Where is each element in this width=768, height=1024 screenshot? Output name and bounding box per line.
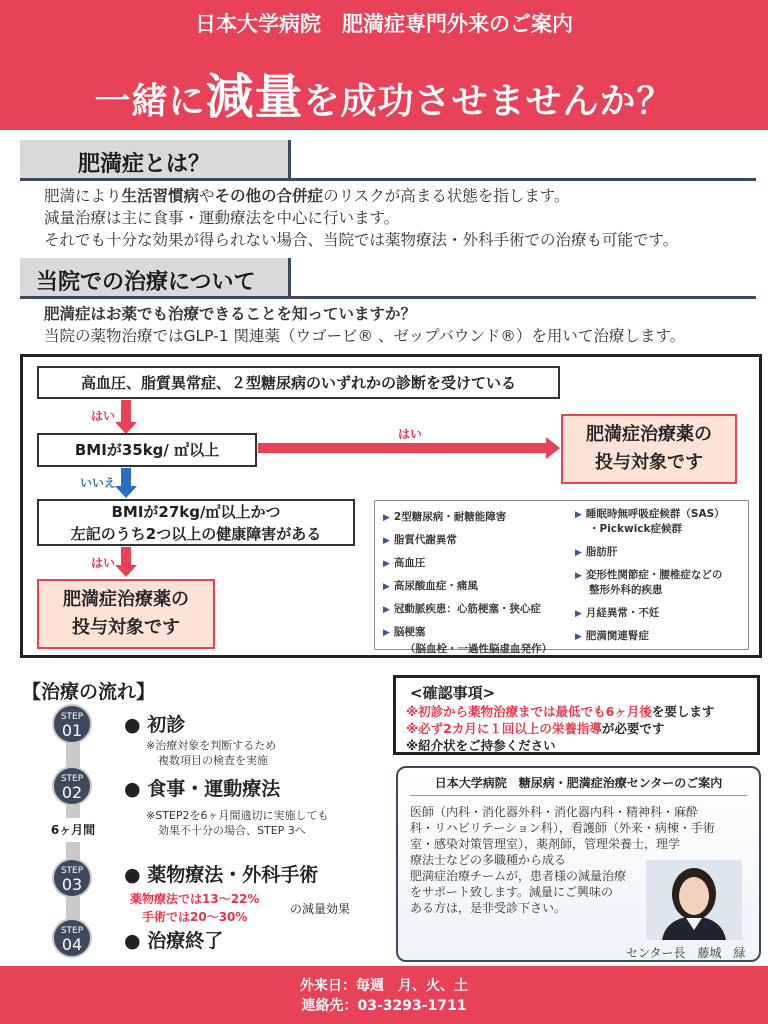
text-span: 肥満により bbox=[44, 187, 122, 205]
text-line: それでも十分な効果が得られない場合、当院では薬物療法・外科手術での治療も可能です。 bbox=[44, 231, 679, 249]
step-title-text: 治療終了 bbox=[147, 930, 224, 952]
lead-text: 肥満症はお薬でも治療できることを知っていますか？ bbox=[44, 305, 417, 323]
weight-loss-effect bbox=[130, 890, 259, 926]
section1-text bbox=[44, 185, 754, 251]
arrow-head bbox=[115, 486, 137, 498]
clinic-days: 外来日：毎週 月、火、土 bbox=[300, 978, 468, 994]
item-text: を要します bbox=[651, 704, 715, 719]
text-span: や bbox=[199, 187, 215, 205]
text-span: のリスクが高まる状態を指します。 bbox=[323, 187, 570, 205]
eligible-box-secondary bbox=[37, 579, 215, 649]
item-text: ※紹介状をご持参ください bbox=[406, 738, 556, 753]
conditions-list bbox=[374, 500, 749, 655]
condition-label: 脂質代謝異常 bbox=[393, 534, 457, 546]
section-divider bbox=[288, 140, 291, 180]
header-title bbox=[0, 58, 768, 127]
condition-item: ▶ 脂肪肝 bbox=[575, 546, 618, 558]
arrow-down-no bbox=[121, 468, 131, 488]
text-line: 減量治療は主に食事・運動療法を中心に行います。 bbox=[44, 209, 400, 227]
drug-description: 当院の薬物治療ではGLP-1 関連薬（ウゴービ® 、ゼップバウンド®）を用いて治療します。 bbox=[44, 327, 686, 345]
arrow-down bbox=[121, 400, 131, 424]
text-emphasis: その他の合併症 bbox=[214, 187, 324, 205]
title-part-1: 一緒に bbox=[94, 81, 206, 122]
header-subtitle: 日本大学病院 肥満症専門外来のご案内 bbox=[195, 12, 573, 36]
question-diagnosis: 高血圧、脂質異常症、２型糖尿病のいずれかの診断を受けている bbox=[37, 366, 560, 399]
condition-item: ▶ 高血圧 bbox=[383, 557, 426, 569]
step-2-badge bbox=[52, 766, 92, 806]
condition-item: ▶ 変形性関節症・腰椎症などの bbox=[575, 569, 723, 581]
section-heading-treatment: 当院での治療について bbox=[20, 258, 290, 298]
doctor-photo bbox=[646, 860, 742, 940]
eligible-text: 投与対象です bbox=[72, 617, 180, 638]
eligible-text: 肥満症治療薬の bbox=[63, 589, 189, 610]
condition-label: 変形性関節症・腰椎症などの bbox=[585, 569, 723, 581]
condition-item: ▶ 高尿酸血症・痛風 bbox=[383, 580, 478, 592]
body-line: 肥満症治療チームが，患者様の減量治療 bbox=[410, 869, 627, 883]
question-text: BMIが27kg/㎡以上かつ bbox=[111, 502, 281, 521]
body-line: 室・感染対策管理室），薬剤師，管理栄養士，理学 bbox=[410, 837, 681, 851]
body-line: 療法士などの多職種から成る bbox=[410, 853, 567, 867]
eligible-text: 肥満症治療薬の bbox=[586, 424, 712, 445]
step-3-title: ● 薬物療法・外科手術 bbox=[124, 864, 319, 886]
step-number: 01 bbox=[61, 721, 83, 740]
center-title: 日本大学病院 糖尿病・肥満症治療センターのご案内 bbox=[410, 774, 747, 796]
condition-item: ▶ 脳梗塞 bbox=[383, 626, 426, 638]
arrow-right bbox=[258, 443, 548, 453]
section-divider bbox=[20, 296, 756, 299]
body-line: ある方は，是非受診下さい。 bbox=[410, 901, 567, 915]
body-line: 医師（内科・消化器外科・消化器内科・精神科・麻酔 bbox=[410, 805, 699, 819]
step-1-badge bbox=[52, 704, 92, 744]
section-divider bbox=[288, 258, 291, 298]
step-2-note bbox=[146, 808, 329, 838]
item-emphasis: ※初診から薬物治療までは最低でも6ヶ月後 bbox=[406, 704, 652, 719]
step-number: 03 bbox=[61, 875, 83, 894]
step-2-title: ● 食事・運動療法 bbox=[124, 778, 281, 800]
step-1-title: ● 初診 bbox=[124, 714, 186, 736]
effect-suffix: の減量効果 bbox=[290, 902, 351, 916]
center-info-box bbox=[396, 766, 761, 962]
section2-text bbox=[44, 303, 754, 347]
condition-label: 肥満関連腎症 bbox=[585, 630, 649, 642]
note-line: ※治療対象を判断するため bbox=[146, 739, 277, 752]
condition-label: 月経異常・不妊 bbox=[585, 607, 660, 619]
process-heading: 【治療の流れ】 bbox=[22, 681, 156, 703]
condition-item: ▶ 2型糖尿病・耐糖能障害 bbox=[383, 511, 507, 523]
confirmation-item bbox=[406, 720, 747, 737]
condition-label: 高血圧 bbox=[393, 557, 426, 569]
condition-item: ▶ 肥満関連腎症 bbox=[575, 630, 649, 642]
conditions-left bbox=[383, 509, 568, 664]
step-label: STEP bbox=[60, 866, 84, 876]
confirmation-title: <確認事項> bbox=[410, 684, 496, 702]
condition-label: 脳梗塞 bbox=[393, 626, 426, 638]
section-divider bbox=[20, 178, 756, 181]
condition-label: 脂肪肝 bbox=[585, 546, 618, 558]
effect-line: 手術では20～30% bbox=[142, 910, 248, 924]
step-title-text: 初診 bbox=[147, 714, 186, 736]
step-label: STEP bbox=[60, 774, 84, 784]
condition-item: ▶ 睡眠時無呼吸症候群（SAS） bbox=[575, 508, 725, 520]
yes-label: はい bbox=[91, 556, 116, 570]
contact-phone[interactable]: 連絡先：03-3293-1711 bbox=[301, 998, 467, 1014]
arrow-head bbox=[546, 437, 560, 459]
condition-item: ▶ 月経異常・不妊 bbox=[575, 607, 660, 619]
duration-label: 6ヶ月間 bbox=[38, 818, 108, 842]
yes-label: はい bbox=[91, 409, 116, 423]
body-line: をサポート致します。減量にご興味の bbox=[410, 885, 614, 899]
section-heading-obesity: 肥満症とは？ bbox=[20, 140, 290, 180]
step-4-badge bbox=[52, 918, 92, 958]
title-part-2: を成功させませんか？ bbox=[303, 81, 674, 122]
condition-note: （脳血栓・一過性脳虚血発作） bbox=[405, 643, 552, 655]
step-number: 04 bbox=[61, 935, 83, 954]
title-emphasis: 減量 bbox=[205, 69, 304, 125]
question-bmi27 bbox=[37, 499, 355, 546]
step-label: STEP bbox=[60, 926, 84, 936]
confirmation-box bbox=[393, 675, 760, 755]
condition-subitem: ・Pickwick症候群 bbox=[589, 523, 683, 535]
portrait-illustration bbox=[646, 860, 742, 940]
condition-label: 睡眠時無呼吸症候群（SAS） bbox=[585, 508, 725, 520]
eligible-box-primary bbox=[561, 414, 737, 484]
body-line: 科・リハビリテーション科），看護師（外来・病棟・手術 bbox=[410, 821, 715, 835]
confirmation-items bbox=[406, 703, 747, 754]
note-line: 効果不十分の場合、STEP 3へ bbox=[158, 824, 306, 837]
conditions-right bbox=[575, 506, 745, 651]
step-3-badge bbox=[52, 858, 92, 898]
yes-label: はい bbox=[398, 427, 423, 441]
condition-label: 高尿酸血症・痛風 bbox=[393, 580, 478, 592]
no-label: いいえ bbox=[80, 476, 117, 490]
condition-item: ▶ 脂質代謝異常 bbox=[383, 534, 457, 546]
condition-item: ▶ 冠動脈疾患：心筋梗塞・狭心症 bbox=[383, 603, 541, 615]
note-line: 複数項目の検査を実施 bbox=[158, 754, 268, 767]
arrow-down bbox=[121, 547, 131, 567]
condition-subitem: 整形外科的疾患 bbox=[589, 584, 663, 596]
question-text: 左記のうち2つ以上の健康障害がある bbox=[70, 524, 322, 543]
text-emphasis: 生活習慣病 bbox=[121, 187, 200, 205]
effect-line: 薬物療法では13～22% bbox=[130, 892, 260, 906]
note-line: ※STEP2を6ヶ月間適切に実施しても bbox=[146, 809, 329, 822]
step-title-text: 食事・運動療法 bbox=[147, 778, 281, 800]
question-bmi35: BMIが35kg/ ㎡以上 bbox=[37, 433, 257, 467]
arrow-head bbox=[115, 565, 137, 577]
step-4-title: ● 治療終了 bbox=[124, 930, 224, 952]
item-emphasis: ※必ず2カ月に１回以上の栄養指導 bbox=[406, 721, 602, 736]
confirmation-item bbox=[406, 703, 747, 720]
item-text: が必要です bbox=[601, 721, 665, 736]
eligible-text: 投与対象です bbox=[595, 452, 703, 473]
step-number: 02 bbox=[61, 783, 83, 802]
condition-label: 冠動脈疾患：心筋梗塞・狭心症 bbox=[393, 603, 541, 615]
step-label: STEP bbox=[60, 712, 84, 722]
condition-label: 2型糖尿病・耐糖能障害 bbox=[393, 511, 507, 523]
footer-banner bbox=[0, 966, 768, 1024]
step-1-note bbox=[146, 738, 276, 768]
confirmation-item bbox=[406, 737, 747, 754]
step-title-text: 薬物療法・外科手術 bbox=[147, 864, 319, 886]
center-director: センター長 藤城 緑 bbox=[626, 946, 746, 960]
